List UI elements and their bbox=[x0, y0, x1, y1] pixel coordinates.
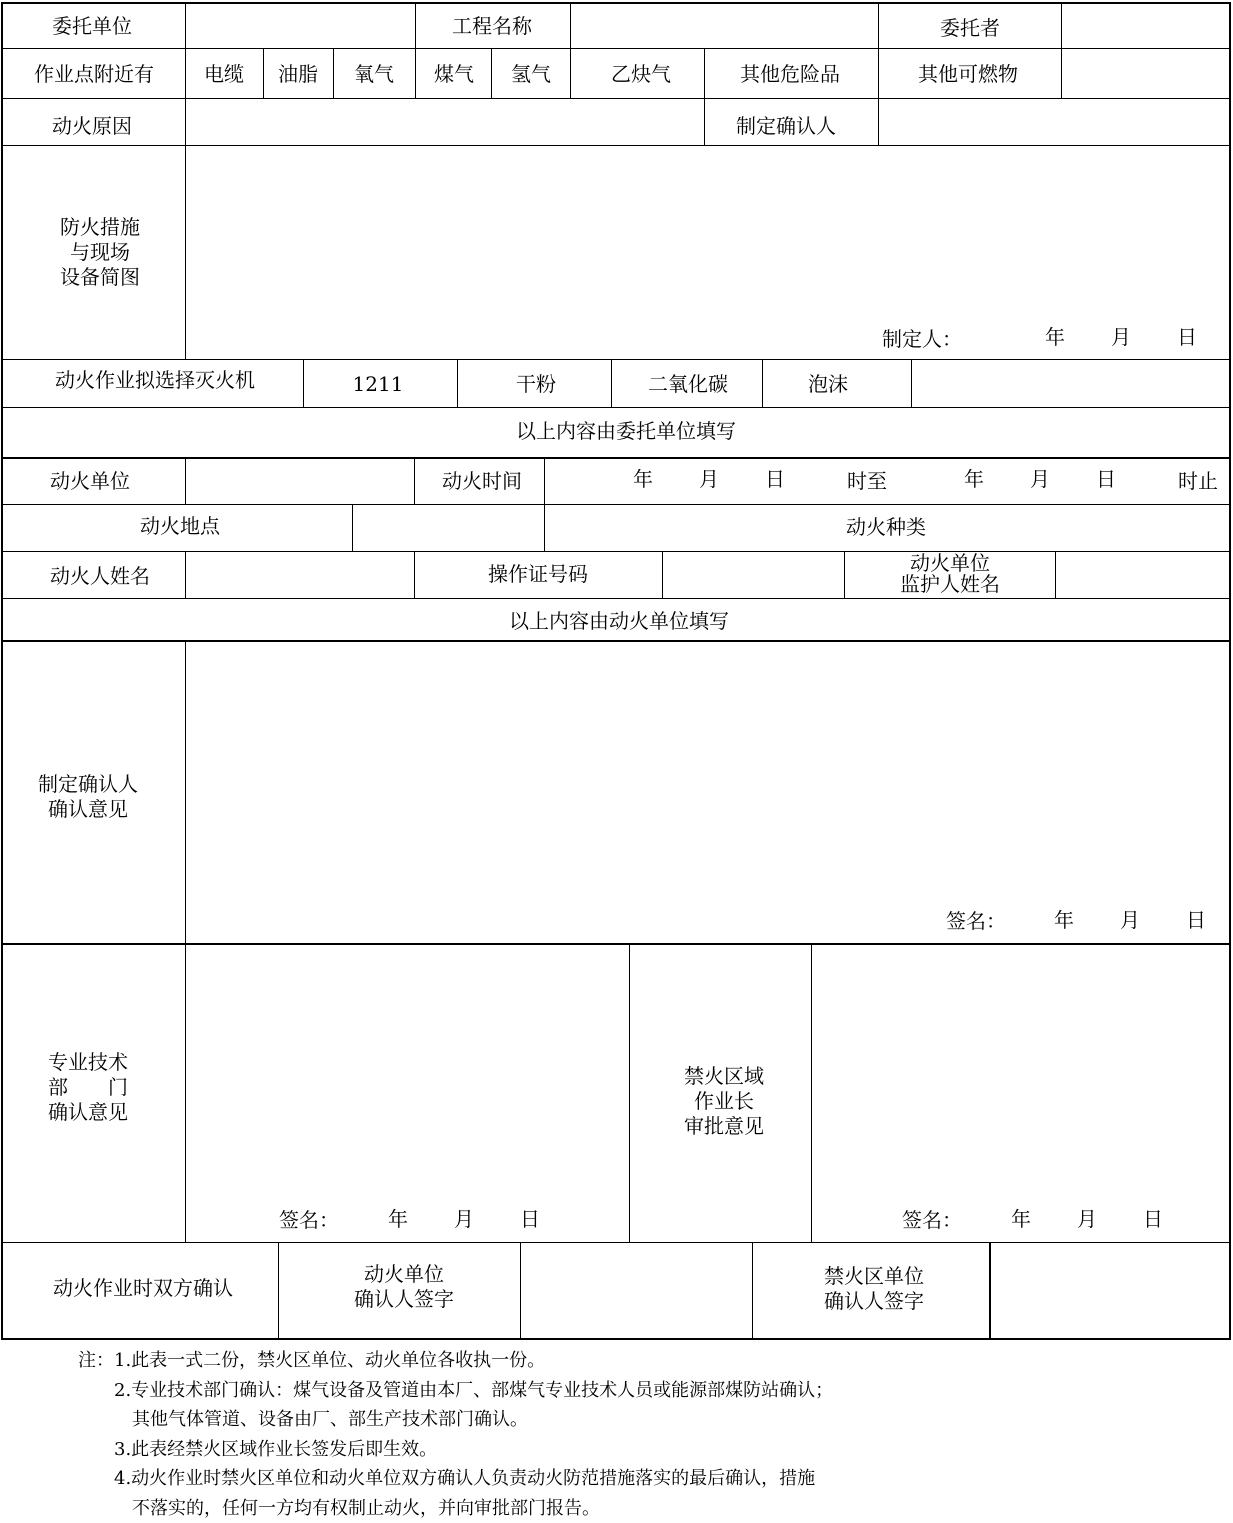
rule-row3 bbox=[2, 145, 1231, 146]
sign-day-1: 日 bbox=[1186, 908, 1206, 932]
rule-r5-c bbox=[611, 359, 612, 407]
rule-row8 bbox=[2, 551, 1231, 552]
rule-r13-c bbox=[752, 1242, 753, 1338]
rule-r2-d bbox=[704, 48, 705, 145]
rule-r9-b bbox=[414, 551, 415, 598]
rule-row7 bbox=[2, 504, 1231, 505]
made-by-month: 月 bbox=[1111, 325, 1131, 349]
sign-day-3: 日 bbox=[1143, 1207, 1163, 1231]
rule-row9 bbox=[2, 598, 1231, 599]
label-client-unit: 委托单位 bbox=[52, 14, 132, 38]
label-project-name: 工程名称 bbox=[452, 14, 532, 38]
label-fire-reason: 动火原因 bbox=[52, 114, 132, 138]
rule-row6 bbox=[2, 457, 1231, 459]
label-zone-leader-line3: 审批意见 bbox=[664, 1114, 784, 1139]
label-zone-leader-line2: 作业长 bbox=[664, 1089, 784, 1114]
label-zone-sign-line1: 禁火区单位 bbox=[796, 1264, 952, 1289]
rule-r9-c bbox=[662, 551, 663, 598]
sign-month-2: 月 bbox=[454, 1207, 474, 1231]
rule-row5 bbox=[2, 407, 1231, 408]
label-guardian bbox=[870, 553, 1030, 595]
extinguisher-foam: 泡沫 bbox=[808, 372, 848, 396]
rule-r9-d bbox=[844, 551, 845, 598]
rule-row12 bbox=[2, 1242, 1231, 1243]
label-fire-location: 动火地点 bbox=[140, 514, 220, 538]
note-2-cont: 其他气体管道、设备由厂、部生产技术部门确认。 bbox=[78, 1405, 833, 1435]
label-zone-sign bbox=[796, 1264, 952, 1314]
hazard-acetylene: 乙炔气 bbox=[611, 62, 671, 86]
label-measures bbox=[40, 215, 160, 290]
rule-r7-c bbox=[544, 457, 545, 551]
rule-row10 bbox=[2, 640, 1231, 642]
rule-r2-b bbox=[333, 48, 334, 98]
note-client-fill: 以上内容由委托单位填写 bbox=[516, 419, 736, 443]
label-tech-dept-line2: 部 门 bbox=[28, 1075, 148, 1100]
time-end: 时止 bbox=[1178, 469, 1218, 493]
label-measures-line2: 与现场 bbox=[40, 240, 160, 265]
hazard-cable: 电缆 bbox=[204, 62, 244, 86]
made-by-year: 年 bbox=[1045, 325, 1065, 349]
rule-r1-c bbox=[878, 2, 879, 145]
rule-r5-a bbox=[303, 359, 304, 407]
label-fire-type: 动火种类 bbox=[846, 515, 926, 539]
label-fire-time: 动火时间 bbox=[442, 469, 522, 493]
rule-r12-b bbox=[811, 943, 812, 1242]
time-month-1: 月 bbox=[699, 467, 719, 491]
label-confirmer-opinion-line1: 制定确认人 bbox=[20, 772, 156, 797]
rule-r7-a bbox=[185, 457, 186, 504]
label-tech-dept bbox=[28, 1050, 148, 1125]
hazard-grease: 油脂 bbox=[278, 62, 318, 86]
label-tech-dept-line3: 确认意见 bbox=[28, 1100, 148, 1125]
rule-r7-b bbox=[414, 457, 415, 504]
time-day-2: 日 bbox=[1096, 467, 1116, 491]
rule-right bbox=[1229, 2, 1231, 1340]
rule-r2-c bbox=[491, 48, 492, 98]
rule-col-label bbox=[185, 2, 186, 359]
sign-month-1: 月 bbox=[1120, 908, 1140, 932]
sign-year-2: 年 bbox=[388, 1207, 408, 1231]
note-4: 4.动火作业时禁火区单位和动火单位双方确认人负责动火防范措施落实的最后确认，措施 bbox=[78, 1464, 833, 1494]
rule-r1-d bbox=[1061, 2, 1062, 98]
note-unit-fill: 以上内容由动火单位填写 bbox=[509, 609, 729, 633]
label-measures-line1: 防火措施 bbox=[40, 215, 160, 240]
rule-left bbox=[1, 2, 3, 1340]
note-3: 3.此表经禁火区域作业长签发后即生效。 bbox=[78, 1435, 833, 1465]
label-confirmer-opinion bbox=[20, 772, 156, 822]
made-by-label: 制定人： bbox=[882, 327, 962, 351]
rule-r9-a bbox=[185, 551, 186, 598]
time-year-1: 年 bbox=[633, 467, 653, 491]
label-tech-dept-line1: 专业技术 bbox=[28, 1050, 148, 1075]
extinguisher-co2: 二氧化碳 bbox=[648, 372, 728, 396]
hazard-oxygen: 氧气 bbox=[354, 62, 394, 86]
rule-r5-d bbox=[762, 359, 763, 407]
label-zone-leader bbox=[664, 1064, 784, 1139]
rule-r13-b bbox=[520, 1242, 521, 1338]
rule-r11-a bbox=[185, 640, 186, 1242]
time-to: 时至 bbox=[847, 469, 887, 493]
sign-label-2: 签名： bbox=[279, 1208, 339, 1232]
sign-year-3: 年 bbox=[1011, 1207, 1031, 1231]
rule-r1-a bbox=[415, 2, 416, 98]
hazard-hydrogen: 氢气 bbox=[511, 62, 551, 86]
label-confirmer: 制定确认人 bbox=[736, 114, 836, 138]
note-1: 注：1.此表一式二份，禁火区单位、动火单位各收执一份。 bbox=[78, 1346, 833, 1376]
time-month-2: 月 bbox=[1030, 467, 1050, 491]
rule-r8-a bbox=[352, 504, 353, 551]
label-both-confirm: 动火作业时双方确认 bbox=[53, 1276, 233, 1300]
label-measures-line3: 设备简图 bbox=[40, 265, 160, 290]
label-confirmer-opinion-line2: 确认意见 bbox=[20, 797, 156, 822]
time-year-2: 年 bbox=[964, 467, 984, 491]
time-day-1: 日 bbox=[765, 467, 785, 491]
label-client: 委托者 bbox=[940, 16, 1000, 40]
rule-r9-e bbox=[1055, 551, 1056, 598]
label-extinguisher: 动火作业拟选择灭火机 bbox=[55, 368, 255, 392]
label-zone-sign-line2: 确认人签字 bbox=[796, 1289, 952, 1314]
rule-row1 bbox=[2, 48, 1231, 49]
rule-r1-b bbox=[570, 2, 571, 98]
rule-r12-a bbox=[629, 943, 630, 1242]
label-unit-sign bbox=[334, 1262, 474, 1312]
hazard-gas: 煤气 bbox=[434, 62, 474, 86]
rule-r5-b bbox=[457, 359, 458, 407]
extinguisher-1211: 1211 bbox=[353, 372, 404, 396]
rule-r2-a bbox=[263, 48, 264, 98]
sign-month-3: 月 bbox=[1077, 1207, 1097, 1231]
label-fire-unit: 动火单位 bbox=[50, 469, 130, 493]
label-unit-sign-line2: 确认人签字 bbox=[334, 1287, 474, 1312]
note-2: 2.专业技术部门确认：煤气设备及管道由本厂、部煤气专业技术人员或能源部煤防站确认； bbox=[78, 1376, 833, 1406]
rule-bottom bbox=[2, 1338, 1231, 1340]
notes bbox=[78, 1346, 833, 1523]
made-by-day: 日 bbox=[1177, 325, 1197, 349]
note-4-cont: 不落实的，任何一方均有权制止动火，并向审批部门报告。 bbox=[78, 1494, 833, 1523]
label-guardian-line1: 动火单位 bbox=[870, 553, 1030, 574]
rule-top bbox=[2, 2, 1231, 4]
label-zone-leader-line1: 禁火区域 bbox=[664, 1064, 784, 1089]
sign-day-2: 日 bbox=[520, 1207, 540, 1231]
sign-year-1: 年 bbox=[1054, 908, 1074, 932]
label-nearby: 作业点附近有 bbox=[34, 62, 154, 86]
sign-label-3: 签名： bbox=[902, 1208, 962, 1232]
rule-r5-e bbox=[911, 359, 912, 407]
rule-row11 bbox=[2, 943, 1231, 945]
rule-row2 bbox=[2, 98, 1231, 99]
rule-r13-a bbox=[278, 1242, 279, 1338]
rule-row4 bbox=[2, 359, 1231, 360]
hazard-other-combustible: 其他可燃物 bbox=[918, 62, 1018, 86]
label-unit-sign-line1: 动火单位 bbox=[334, 1262, 474, 1287]
label-guardian-line2: 监护人姓名 bbox=[870, 574, 1030, 595]
sign-label-1: 签名： bbox=[946, 909, 1006, 933]
rule-r13-d bbox=[989, 1242, 991, 1338]
label-fire-person: 动火人姓名 bbox=[50, 564, 150, 588]
label-cert-no: 操作证号码 bbox=[488, 562, 588, 586]
hazard-other-dangerous: 其他危险品 bbox=[740, 62, 840, 86]
extinguisher-dry-powder: 干粉 bbox=[516, 372, 556, 396]
